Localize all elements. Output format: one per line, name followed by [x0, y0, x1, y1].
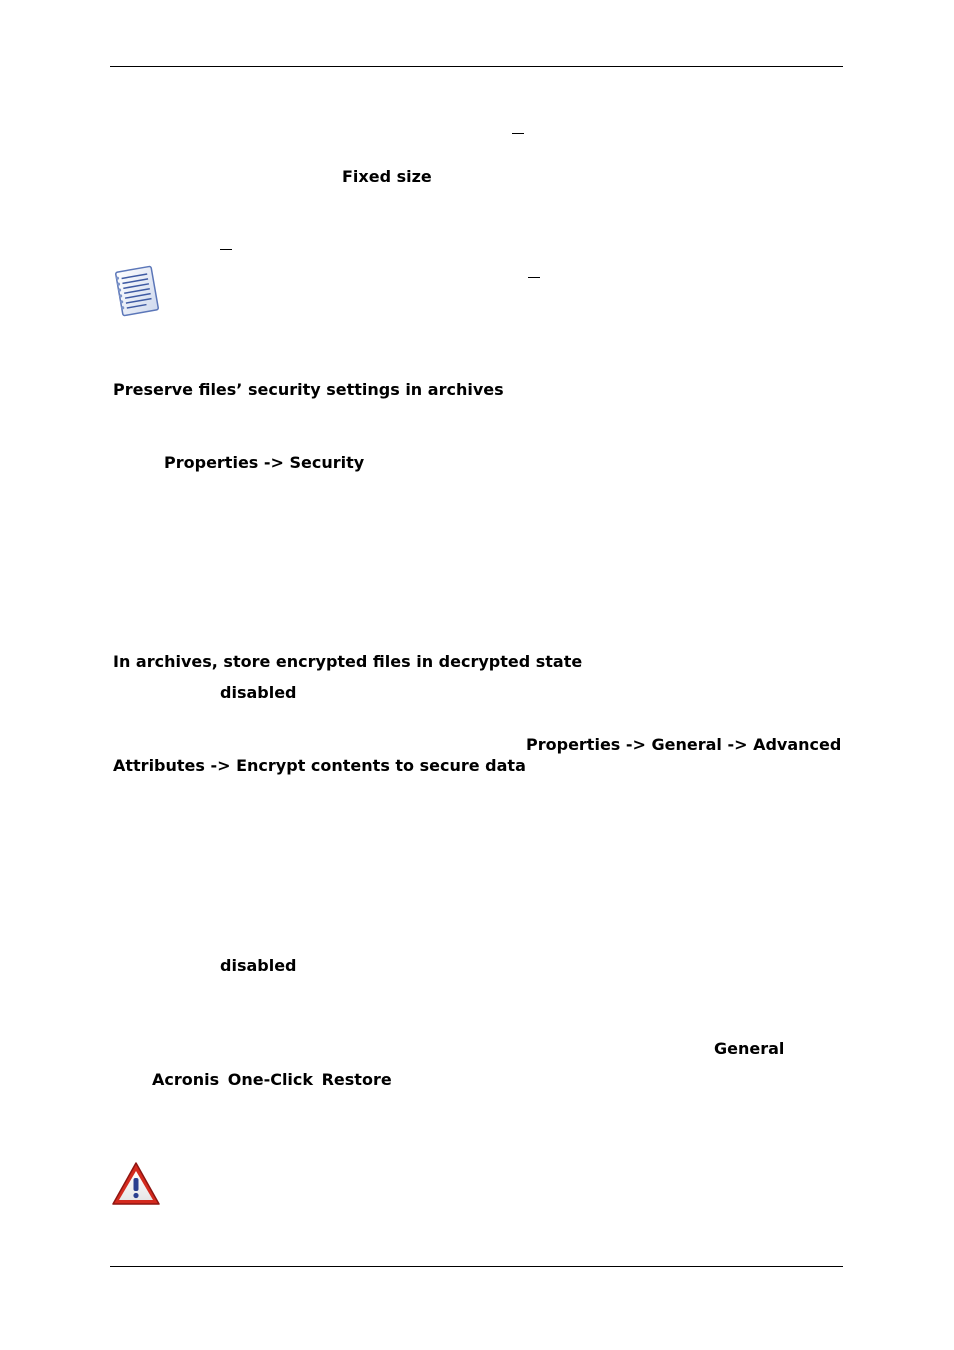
properties-security-path: Properties -> Security — [164, 453, 365, 472]
properties-general-advanced-path: Properties -> General -> Advanced — [526, 735, 842, 754]
warning-icon — [110, 1160, 162, 1208]
attributes-encrypt-path: Attributes -> Encrypt contents to secure data — [113, 756, 526, 775]
underscore-mark — [220, 249, 232, 250]
header-rule — [110, 66, 843, 67]
fixed-size-label: Fixed size — [342, 167, 432, 186]
underscore-mark — [512, 133, 524, 134]
disabled-label-1: disabled — [220, 683, 297, 702]
general-label: General — [714, 1039, 785, 1058]
note-icon — [110, 263, 164, 319]
disabled-label-2: disabled — [220, 956, 297, 975]
underscore-mark — [528, 277, 540, 278]
footer-rule — [110, 1266, 843, 1267]
security-settings-heading: Preserve files’ security settings in archives — [113, 380, 504, 399]
encrypted-files-heading: In archives, store encrypted files in decrypted state — [113, 652, 583, 671]
acronis-one-click-restore-label: Acronis One-Click Restore — [152, 1070, 392, 1089]
